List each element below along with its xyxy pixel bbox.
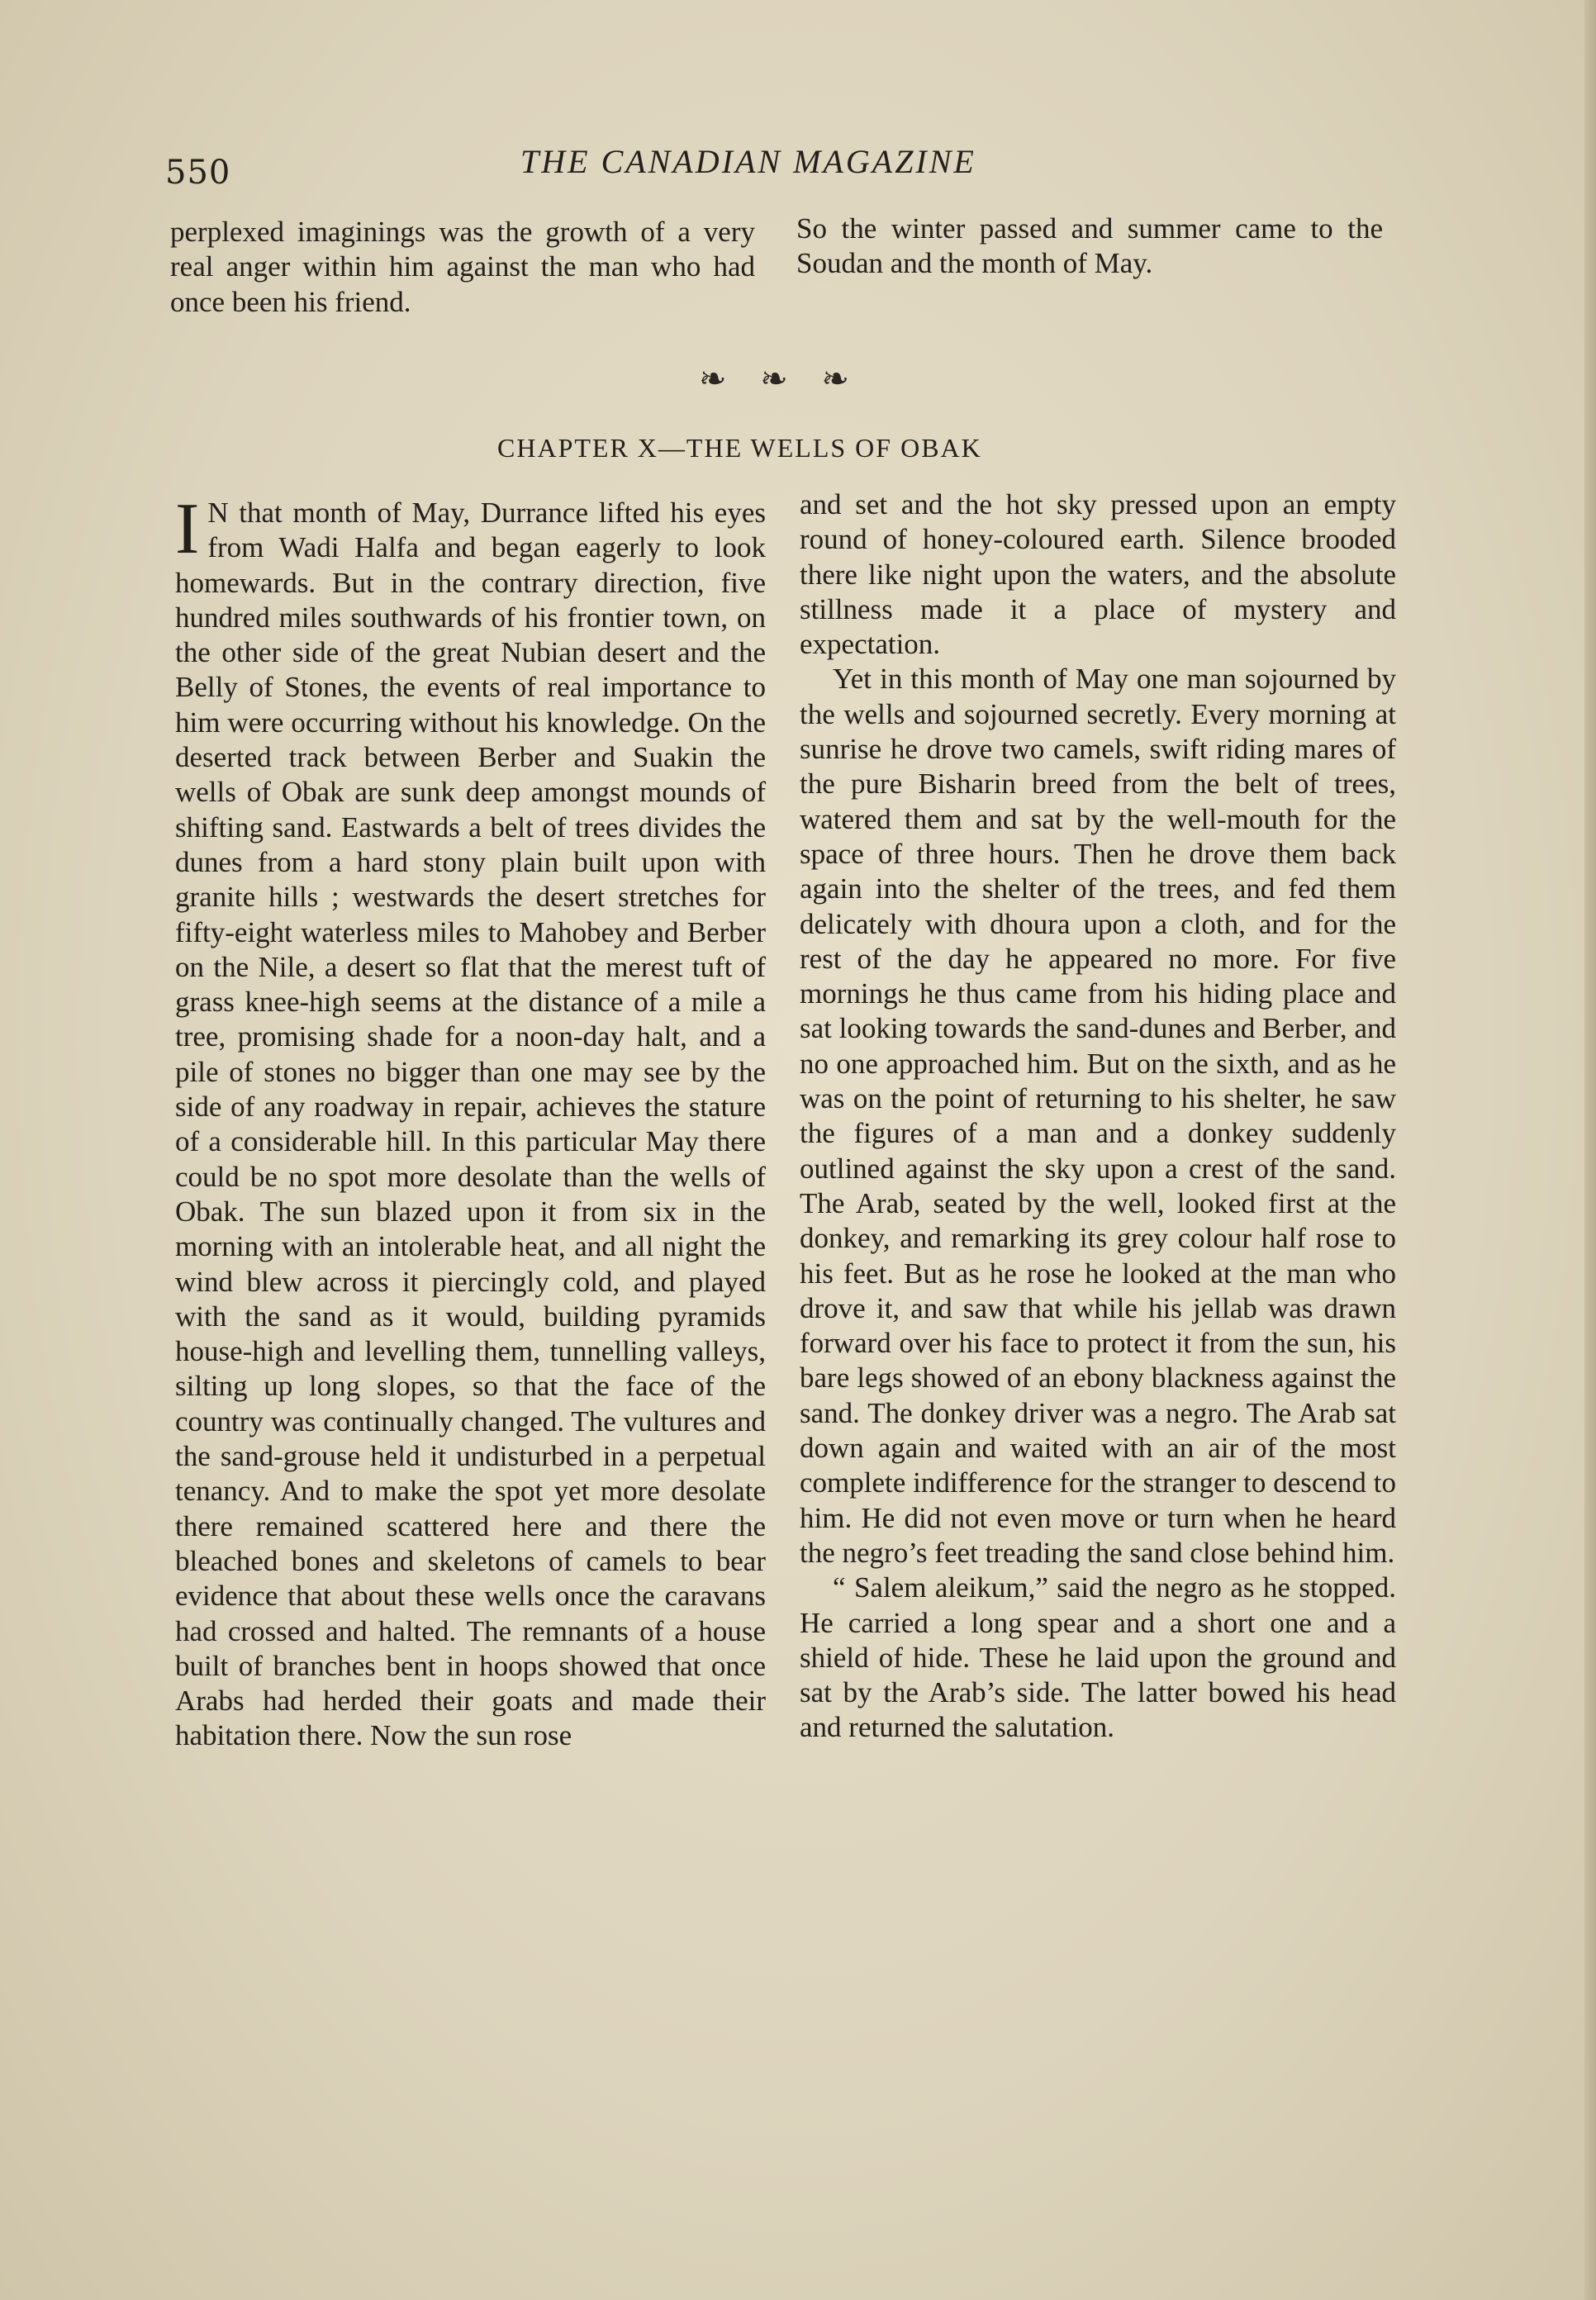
left-column bbox=[175, 489, 766, 1754]
paragraph: So the winter passed and summer came to the Soudan and the month of May. bbox=[796, 212, 1383, 280]
paragraph: and set and the hot sky pressed upon an empty round of honey-coloured earth. Silence brooded there like night upon the waters, and the absolute stillness made it a place of mystery and expectation. bbox=[800, 488, 1396, 661]
page-number: 550 bbox=[165, 154, 231, 192]
paragraph-text: N that month of May, Durrance lifted his eyes from Wadi Halfa and began eagerly to look homewards. But in the contrary direction, five hundred miles southwards of his frontier town, on the other side of the great Nubian desert and the Belly of Stones, the events of real importance to him were occurring without his knowledge. On the deserted track between Berber and Suakin the wells of Obak are sunk deep amongst mounds of shifting sand. Eastwards a belt of trees divides the dunes from a hard stony plain built upon with granite hills ; westwards the desert stretches for fifty-eight waterless miles to Mahobey and Berber on the Nile, a desert so flat that the merest tuft of grass knee-high seems at the distance of a mile a tree, promising shade for a noon-day halt, and a pile of stones no bigger than one may see by the side of any roadway in repair, achieves the stature of a considerable hill. In this particular May there could be no spot more desolate than the wells of Obak. The sun blazed upon it from six in the morning with an intolerable heat, and all night the wind blew across it piercingly cold, and played with the sand as it would, building pyramids house-high and levelling them, tunnelling valleys, silting up long slopes, so that the face of the country was continually changed. The vultures and the sand-grouse held it undisturbed in a perpetual tenancy. And to make the spot yet more desolate there remained scattered here and there the bleached bones and skeletons of camels to bear evidence that about these wells once the caravans had crossed and halted. The remnants of a house built of branches bent in hoops showed that once Arabs had herded their goats and made their habitation there. Now the sun rose bbox=[175, 497, 766, 1752]
chapter-title: CHAPTER X—THE WELLS OF OBAK bbox=[497, 433, 982, 463]
top-right-column bbox=[796, 211, 1383, 282]
drop-cap: I bbox=[175, 489, 200, 569]
paragraph: perplexed imaginings was the growth of a very real anger within him against the man who had once been his friend. bbox=[170, 216, 755, 318]
page-edge bbox=[1584, 0, 1596, 2300]
paragraph: Yet in this month of May one man sojourned by the wells and sojourned secretly. Every morning at sunrise he drove two camels, swift riding mares of the pure Bisharin breed from the belt of trees, watered them and sat by the well-mouth for the space of three hours. Then he drove them back again into the shelter of the trees, and fed them delicately with dhoura upon a cloth, and for the rest of the day he appeared no more. For five mornings he thus came from his hiding place and sat looking towards the sand-dunes and Berber, and no one approached him. But on the sixth, and as he was on the point of returning to his shelter, he saw the figures of a man and a donkey suddenly outlined against the sky upon a crest of the sand. The Arab, seated by the well, looked first at the donkey, and remarking its grey colour half rose to his feet. But as he rose he looked at the man who drove it, and saw that while his jellab was drawn forward over his face to protect it from the sun, his bare legs showed of an ebony blackness against the sand. The donkey driver was a negro. The Arab sat down again and waited with an air of the most complete indifference for the stranger to descend to him. He did not even move or turn when he heard the negro’s feet treading the sand close behind him. bbox=[800, 663, 1396, 1569]
section-ornament: ❧ ❧ ❧ bbox=[699, 360, 861, 398]
paragraph bbox=[175, 489, 766, 1754]
right-column bbox=[800, 487, 1396, 1746]
top-left-column bbox=[170, 215, 755, 320]
running-head: THE CANADIAN MAGAZINE bbox=[520, 143, 976, 180]
paragraph: “ Salem aleikum,” said the negro as he stopped. He carried a long spear and a short one and a shield of hide. These he laid upon the ground and sat by the Arab’s side. The latter bowed his head and returned the salutation. bbox=[800, 1571, 1396, 1744]
